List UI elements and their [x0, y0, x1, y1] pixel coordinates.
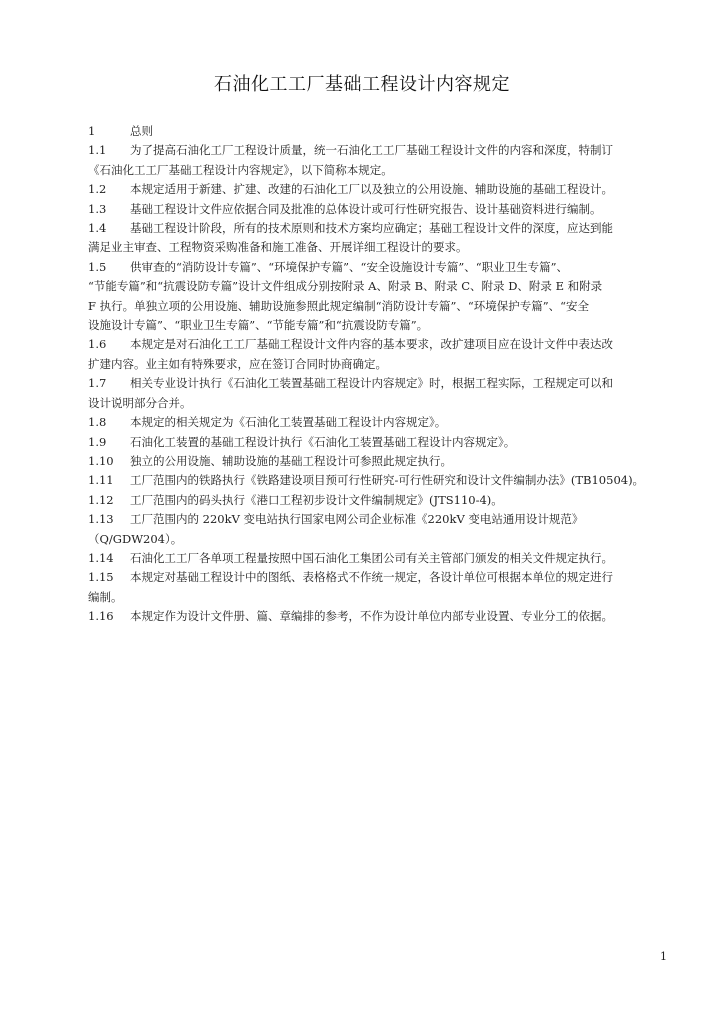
clause-text: 工厂范围内的码头执行《港口工程初步设计文件编制规定》(JTS110-4)。 — [130, 492, 503, 507]
clause-item — [88, 180, 676, 199]
clause-text: 本规定适用于新建、扩建、改建的石油化工厂以及独立的公用设施、辅助设施的基础工程设计。 — [130, 182, 613, 197]
clause-number: 1.15 — [88, 570, 114, 585]
clause-continuation-line: 编制。 — [88, 589, 123, 604]
clause-text: 独立的公用设施、辅助设施的基础工程设计可参照此规定执行。 — [130, 453, 452, 468]
clause-number: 1.11 — [88, 473, 114, 488]
clause-text: 基础工程设计文件应依据合同及批准的总体设计或可行性研究报告、设计基础资料进行编制。 — [130, 201, 602, 216]
clause-text: 石油化工装置的基础工程设计执行《石油化工装置基础工程设计内容规定》。 — [130, 434, 516, 449]
clause-item — [88, 335, 676, 354]
clause-number: 1.12 — [88, 492, 114, 507]
clause-text: 工厂范围内的 220kV 变电站执行国家电网公司企业标准《220kV 变电站通用设计规范》 — [130, 512, 584, 527]
clause-item — [88, 141, 676, 160]
clause-item — [88, 219, 676, 238]
clause-number: 1.9 — [88, 434, 107, 449]
clause-text: 石油化工工厂各单项工程量按照中国石油化工集团公司有关主管部门颁发的相关文件规定执行。 — [130, 550, 613, 565]
clause-number: 1.6 — [88, 337, 107, 352]
clause-number: 1.13 — [88, 512, 114, 527]
clause-number: 1.14 — [88, 550, 114, 565]
clause-continuation-line: “节能专篇”和“抗震设防专篇”设计文件组成分别按附录 A、附录 B、附录 C、附录 D、附录 E 和附录 — [88, 279, 603, 294]
clause-text: 本规定的相关规定为《石油化工装置基础工程设计内容规定》。 — [130, 415, 447, 430]
clause-item — [88, 607, 676, 626]
clause-number: 1.16 — [88, 609, 114, 624]
clause-item — [88, 568, 676, 587]
clause-item — [88, 258, 676, 277]
document-title: 石油化工工厂基础工程设计内容规定 — [214, 74, 510, 95]
clause-continuation-line: 满足业主审查、工程物资采购准备和施工准备、开展详细工程设计的要求。 — [88, 240, 468, 255]
clause-continuation-line: 设施设计专篇”、“职业卫生专篇”、“节能专篇”和“抗震设防专篇”。 — [88, 318, 429, 333]
clause-text: 本规定对基础工程设计中的图纸、表格格式不作统一规定，各设计单位可根据本单位的规定进行 — [130, 570, 613, 585]
clause-number: 1.2 — [88, 182, 107, 197]
clause-number: 1.10 — [88, 453, 114, 468]
clause-continuation-line: F 执行。单独立项的公用设施、辅助设施参照此规定编制“消防设计专篇”、“环境保护专篇”、“安全 — [88, 298, 590, 313]
clause-item — [88, 200, 676, 219]
clause-text: 相关专业设计执行《石油化工装置基础工程设计内容规定》时，根据工程实际，工程规定可以和 — [130, 376, 613, 391]
clause-text: 基础工程设计阶段，所有的技术原则和技术方案均应确定；基础工程设计文件的深度，应达到能 — [130, 221, 613, 236]
page-number: 1 — [660, 950, 667, 963]
document-body — [88, 122, 676, 627]
clause-list — [88, 141, 676, 626]
clause-text: 工厂范围内的铁路执行《铁路建设项目预可行性研究-可行性研究和设计文件编制办法》(TB10504)。 — [130, 473, 645, 488]
clause-item — [88, 549, 676, 568]
clause-item — [88, 510, 676, 529]
clause-continuation-line: （Q/GDW204）。 — [88, 531, 183, 546]
clause-number: 1.1 — [88, 143, 107, 158]
section-number: 1 — [88, 124, 96, 138]
clause-text: 本规定是对石油化工工厂基础工程设计文件内容的基本要求，改扩建项目应在设计文件中表达改 — [130, 337, 613, 352]
clause-item — [88, 433, 676, 452]
section-heading — [88, 122, 676, 141]
clause-number: 1.7 — [88, 376, 107, 391]
clause-number: 1.3 — [88, 201, 107, 216]
clause-item — [88, 471, 676, 490]
clause-text: 为了提高石油化工厂工程设计质量，统一石油化工工厂基础工程设计文件的内容和深度，特制订 — [130, 143, 613, 158]
clause-number: 1.5 — [88, 259, 107, 274]
section-title: 总则 — [130, 124, 153, 138]
clause-number: 1.4 — [88, 221, 107, 236]
clause-continuation-line: 扩建内容。业主如有特殊要求，应在签订合同时协商确定。 — [88, 356, 387, 371]
clause-item — [88, 413, 676, 432]
clause-text: 本规定作为设计文件册、篇、章编排的参考，不作为设计单位内部专业设置、专业分工的依据。 — [130, 609, 613, 624]
clause-item — [88, 491, 676, 510]
clause-continuation-line: 《石油化工工厂基础工程设计内容规定》，以下简称本规定。 — [88, 162, 393, 177]
clause-continuation-line: 设计说明部分合并。 — [88, 395, 192, 410]
clause-item — [88, 374, 676, 393]
clause-text: 供审查的“消防设计专篇”、“环境保护专篇”、“安全设施设计专篇”、“职业卫生专篇”、 — [130, 259, 569, 274]
clause-number: 1.8 — [88, 415, 107, 430]
clause-item — [88, 452, 676, 471]
